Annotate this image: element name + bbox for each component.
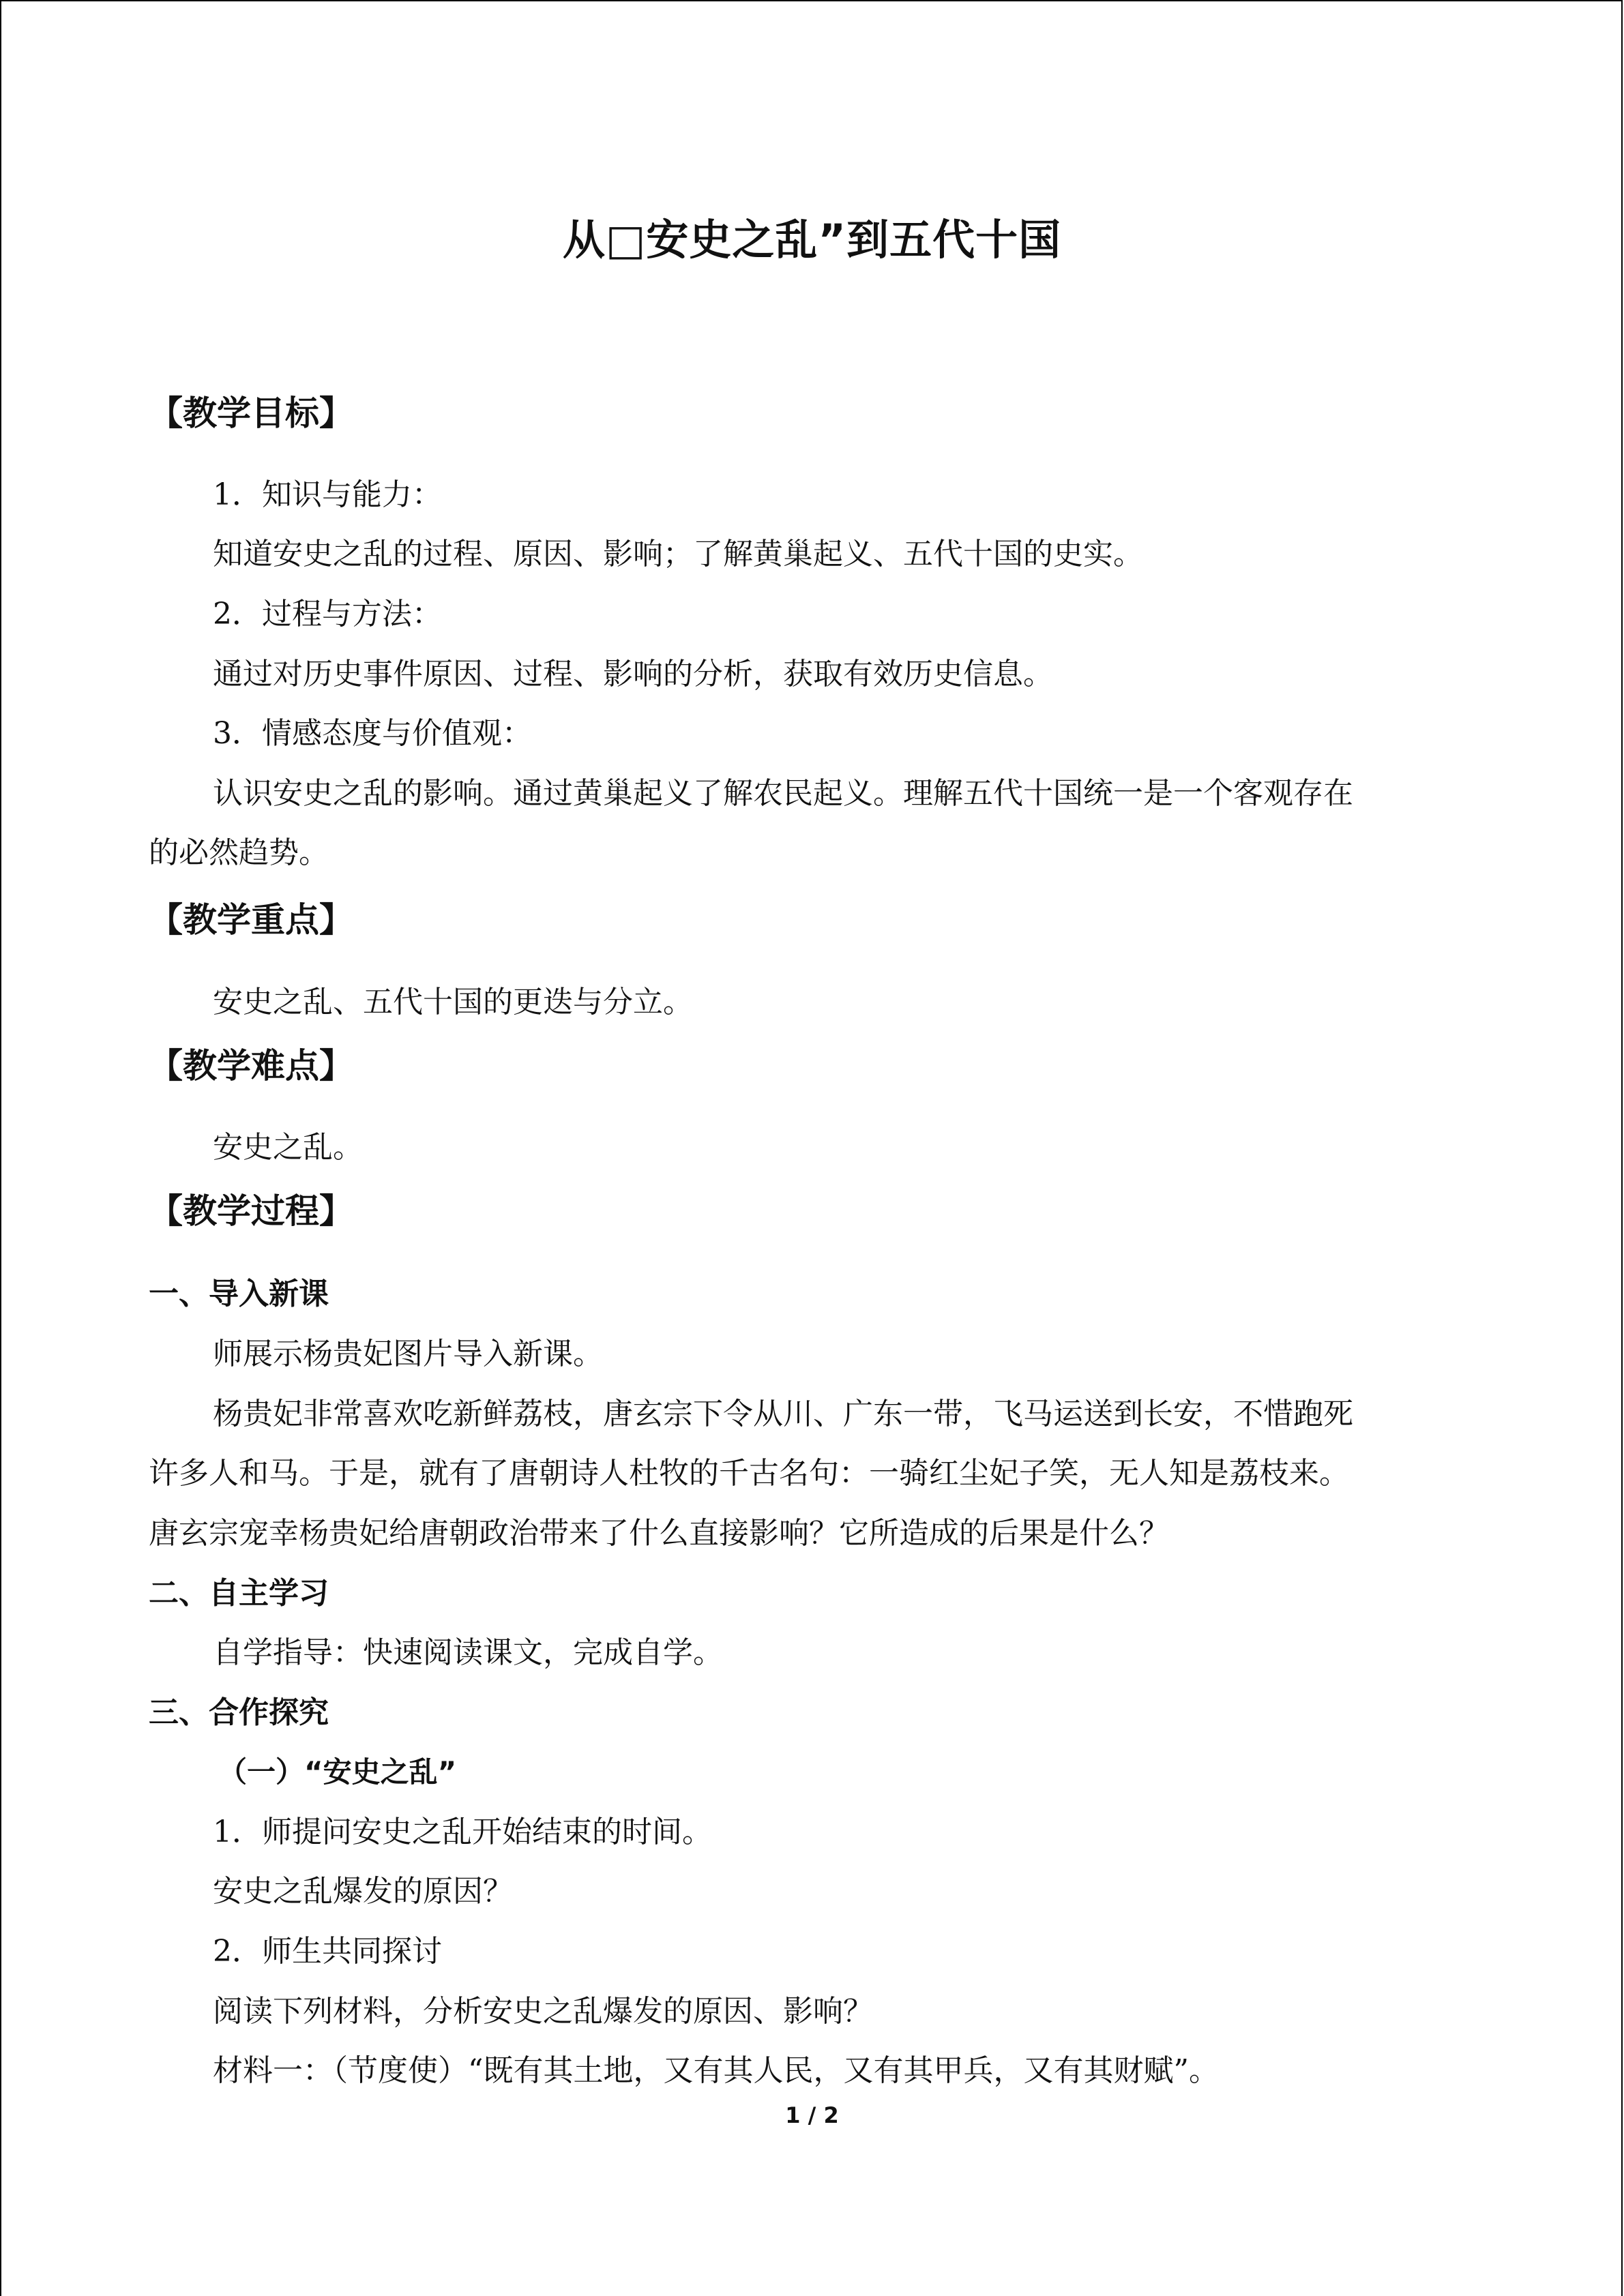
objective-item-2-text: 通过对历史事件原因、过程、影响的分析，获取有效历史信息。	[213, 657, 1053, 691]
key-points-text: 安史之乱、五代十国的更迭与分立。	[213, 985, 693, 1019]
process-part3-item1: 1．师提问安史之乱开始结束的时间。	[213, 1815, 712, 1849]
process-part2-p1: 自学指导：快速阅读课文，完成自学。	[213, 1635, 723, 1670]
objective-item-3: 3．情感态度与价值观：	[213, 716, 532, 751]
process-part1-heading: 一、导入新课	[149, 1277, 329, 1311]
process-part1-p1: 师展示杨贵妃图片导入新课。	[213, 1337, 603, 1371]
section-heading-process: 【教学过程】	[149, 1191, 353, 1231]
section-heading-key-points: 【教学重点】	[149, 900, 353, 940]
page-number: 1 / 2	[785, 2102, 839, 2128]
process-part3-item1-question: 安史之乱爆发的原因？	[213, 1874, 513, 1909]
process-part1-p2-line2: 许多人和马。于是，就有了唐朝诗人杜牧的千古名句：一骑红尘妃子笑，无人知是荔枝来。	[149, 1456, 1349, 1491]
objective-item-3-text-line1: 认识安史之乱的影响。通过黄巢起义了解农民起义。理解五代十国统一是一个客观存在	[213, 776, 1353, 811]
process-part3-material1: 材料一：（节度使）“既有其土地，又有其人民，又有其甲兵，又有其财赋”。	[213, 2053, 1219, 2088]
process-part3-heading: 三、合作探究	[149, 1695, 329, 1730]
objective-item-3-text-line2: 的必然趋势。	[149, 835, 329, 870]
objective-item-1: 1．知识与能力：	[213, 477, 442, 512]
difficulties-text: 安史之乱。	[213, 1130, 363, 1165]
document-title: 从□安史之乱”到五代十国	[562, 215, 1062, 265]
process-part1-p2-line1: 杨贵妃非常喜欢吃新鲜荔枝，唐玄宗下令从川、广东一带，飞马运送到长安，不惜跑死	[213, 1397, 1353, 1431]
section-heading-difficulties: 【教学难点】	[149, 1046, 353, 1086]
objective-item-2: 2．过程与方法：	[213, 597, 442, 631]
process-part2-heading: 二、自主学习	[149, 1576, 329, 1611]
process-part3-item2: 2．师生共同探讨	[213, 1934, 442, 1969]
process-part3-sub1: （一）“安史之乱”	[218, 1755, 457, 1789]
process-part3-item2-text: 阅读下列材料，分析安史之乱爆发的原因、影响？	[213, 1994, 873, 2029]
section-heading-objectives: 【教学目标】	[149, 393, 353, 433]
objective-item-1-text: 知道安史之乱的过程、原因、影响；了解黄巢起义、五代十国的史实。	[213, 537, 1143, 571]
process-part1-p2-line3: 唐玄宗宠幸杨贵妃给唐朝政治带来了什么直接影响？它所造成的后果是什么？	[149, 1516, 1169, 1551]
